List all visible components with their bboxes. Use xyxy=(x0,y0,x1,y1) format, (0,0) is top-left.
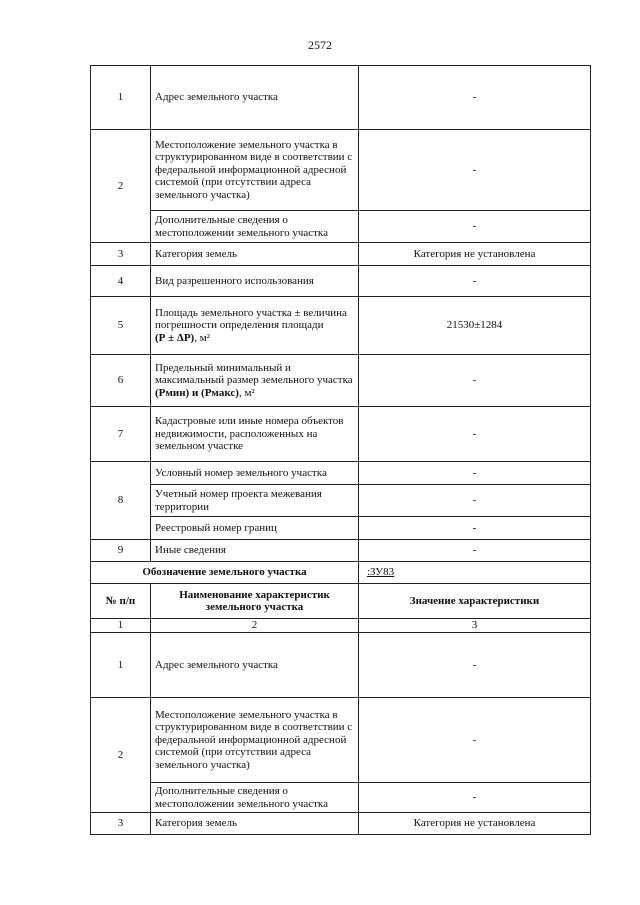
table-row xyxy=(91,783,591,813)
characteristic-value: - xyxy=(359,66,591,130)
characteristic-value: - xyxy=(359,783,591,813)
table-row xyxy=(91,485,591,517)
characteristic-value: - xyxy=(359,355,591,407)
table-row xyxy=(91,297,591,355)
characteristic-label: Категория земель xyxy=(151,243,359,266)
table-row xyxy=(91,355,591,407)
characteristic-label: Реестровый номер границ xyxy=(151,517,359,540)
designation-label: Обозначение земельного участка xyxy=(91,562,359,584)
table-row xyxy=(91,517,591,540)
row-number: 9 xyxy=(91,540,151,562)
header-value: Значение характеристики xyxy=(359,584,591,619)
characteristic-label: Дополнительные сведения о местоположении земельного участка xyxy=(151,783,359,813)
characteristic-label xyxy=(151,355,359,407)
characteristic-value: - xyxy=(359,130,591,211)
row-number: 2 xyxy=(91,698,151,813)
characteristic-value: - xyxy=(359,698,591,783)
column-number: 1 xyxy=(91,619,151,633)
row-number: 1 xyxy=(91,633,151,698)
characteristic-label: Иные сведения xyxy=(151,540,359,562)
row-number: 3 xyxy=(91,243,151,266)
characteristic-value: - xyxy=(359,517,591,540)
table-row xyxy=(91,462,591,485)
column-numbers-row xyxy=(91,619,591,633)
table-row xyxy=(91,407,591,462)
label-formula: (Рмин) и (Рмакс) xyxy=(155,386,239,399)
row-number: 5 xyxy=(91,297,151,355)
page-number: 2572 xyxy=(308,38,332,52)
characteristic-value: - xyxy=(359,407,591,462)
characteristic-value: - xyxy=(359,633,591,698)
characteristic-value: - xyxy=(359,540,591,562)
table-row xyxy=(91,633,591,698)
label-unit: , м² xyxy=(194,331,210,344)
characteristic-label: Местоположение земельного участка в структурированном виде в соответствии с федеральной информационной адресной системой (при отсутствии адреса земельного участка) xyxy=(151,698,359,783)
row-number: 6 xyxy=(91,355,151,407)
characteristic-label: Адрес земельного участка xyxy=(151,633,359,698)
table-row xyxy=(91,266,591,297)
table-row xyxy=(91,211,591,243)
land-plot-table xyxy=(90,65,591,835)
header-num: № п/п xyxy=(91,584,151,619)
table-row xyxy=(91,243,591,266)
characteristic-value: - xyxy=(359,266,591,297)
label-text: Площадь земельного участка ± величина погрешности определения площади xyxy=(155,306,347,332)
characteristic-value: Категория не установлена xyxy=(359,813,591,835)
characteristic-label: Адрес земельного участка xyxy=(151,66,359,130)
label-formula: (Р ± ΔР) xyxy=(155,331,195,344)
table-row xyxy=(91,66,591,130)
label-unit: , м² xyxy=(238,386,255,399)
characteristic-label: Кадастровые или иные номера объектов недвижимости, расположенных на земельном участке xyxy=(151,407,359,462)
row-number: 4 xyxy=(91,266,151,297)
characteristic-label: Условный номер земельного участка xyxy=(151,462,359,485)
table-row xyxy=(91,813,591,835)
characteristic-value: 21530±1284 xyxy=(359,297,591,355)
characteristic-value: - xyxy=(359,211,591,243)
characteristic-value: - xyxy=(359,462,591,485)
characteristic-label: Местоположение земельного участка в структурированном виде в соответствии с федеральной информационной адресной системой (при отсутствии адреса земельного участка) xyxy=(151,130,359,211)
designation-row xyxy=(91,562,591,584)
header-characteristic: Наименование характеристик земельного участка xyxy=(151,584,359,619)
column-number: 3 xyxy=(359,619,591,633)
row-number: 3 xyxy=(91,813,151,835)
table-row xyxy=(91,698,591,783)
header-row xyxy=(91,584,591,619)
characteristic-label: Категория земель xyxy=(151,813,359,835)
table-row xyxy=(91,130,591,211)
row-number: 8 xyxy=(91,462,151,540)
characteristic-label: Дополнительные сведения о местоположении земельного участка xyxy=(151,211,359,243)
row-number: 1 xyxy=(91,66,151,130)
characteristic-value: - xyxy=(359,485,591,517)
characteristic-label: Вид разрешенного использования xyxy=(151,266,359,297)
label-text: Предельный минимальный и максимальный размер земельного участка xyxy=(155,361,353,387)
characteristic-value: Категория не установлена xyxy=(359,243,591,266)
column-number: 2 xyxy=(151,619,359,633)
row-number: 7 xyxy=(91,407,151,462)
table-row xyxy=(91,540,591,562)
designation-value xyxy=(359,562,591,584)
characteristic-label: Учетный номер проекта межевания территории xyxy=(151,485,359,517)
row-number: 2 xyxy=(91,130,151,243)
characteristic-label xyxy=(151,297,359,355)
plot-code: :ЗУ83 xyxy=(367,566,395,579)
